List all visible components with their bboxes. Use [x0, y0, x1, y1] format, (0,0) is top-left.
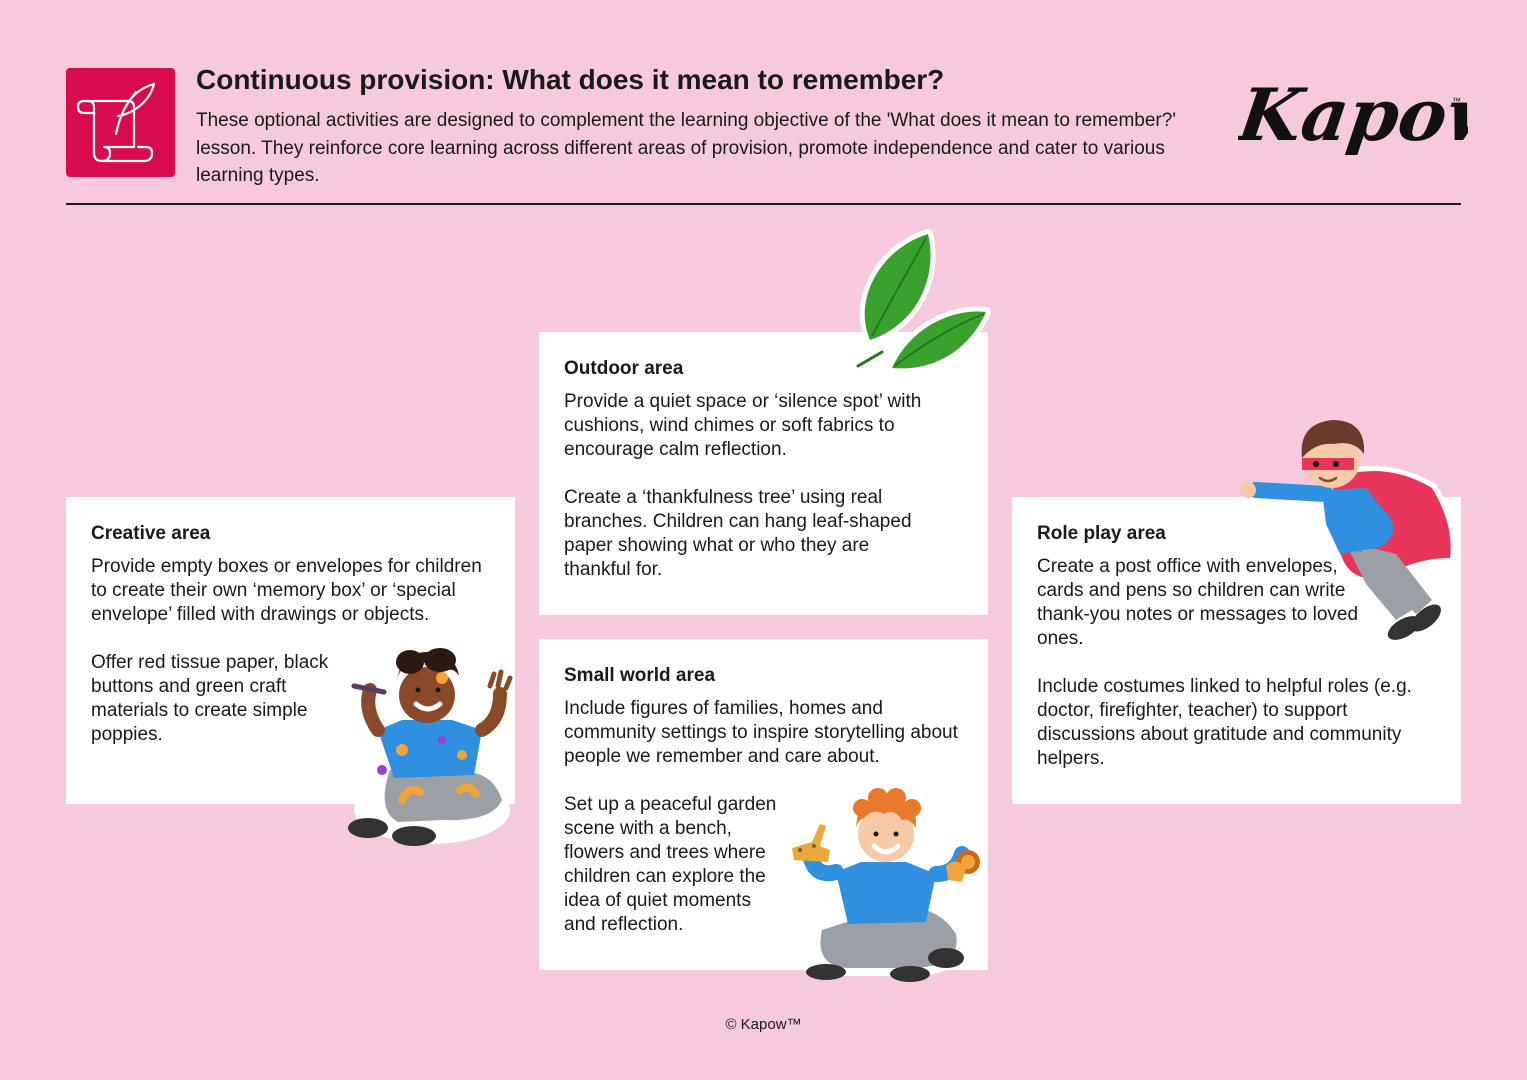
card-title: Small world area	[564, 665, 716, 686]
logo-text: Kapow	[1238, 73, 1468, 158]
card-title: Role play area	[1037, 523, 1166, 544]
card-title: Creative area	[91, 523, 211, 544]
leaves-illustration	[852, 228, 992, 378]
child-painting-illustration	[342, 640, 522, 850]
page-title: Continuous provision: What does it mean to remember?	[196, 64, 945, 95]
card-paragraph: Create a ‘thankfulness tree’ using real branches. Children can hang leaf-shaped paper showing what or who they are thankful for.	[564, 487, 912, 580]
card-paragraph: Offer red tissue paper, black buttons and green craft materials to create simple poppies.	[91, 652, 329, 745]
kapow-logo-mark	[1238, 68, 1468, 178]
card-paragraph: Provide a quiet space or ‘silence spot’ with cushions, wind chimes or soft fabrics to encourage calm reflection.	[564, 391, 922, 460]
leaf-icon	[865, 234, 931, 340]
scroll-quill-icon	[66, 68, 175, 177]
kapow-logo	[1238, 68, 1468, 178]
card-paragraph: Provide empty boxes or envelopes for children to create their own ‘memory box’ or ‘special envelope’ filled with drawings or objects.	[91, 556, 482, 625]
card-paragraph: Create a post office with envelopes, cards and pens so children can write thank-you notes or messages to loved ones.	[1037, 556, 1359, 649]
page-subtitle: These optional activities are designed to complement the learning objective of the 'What does it mean to remember?' lesson. They reinforce core learning across different areas of provision, promote independence and cater to various learning types.	[196, 110, 1176, 186]
logo-tm: ™	[1452, 96, 1461, 106]
giraffe-toy-icon	[792, 824, 830, 862]
superhero-child-illustration	[1236, 414, 1466, 644]
header-badge	[66, 68, 175, 177]
footer-copyright: © Kapow™	[725, 1016, 802, 1033]
card-paragraph: Include figures of families, homes and community settings to inspire storytelling about people we remember and care about.	[564, 698, 958, 767]
lion-toy-icon	[946, 850, 980, 882]
card-title: Outdoor area	[564, 358, 684, 379]
header-divider	[66, 203, 1461, 205]
card-paragraph: Include costumes linked to helpful roles (e.g. doctor, firefighter, teacher) to support discussions about gratitude and community helpers.	[1037, 676, 1412, 769]
card-paragraph: Set up a peaceful garden scene with a bench, flowers and trees where children can explore the idea of quiet moments and reflection.	[564, 794, 777, 935]
child-toys-illustration	[786, 782, 986, 982]
